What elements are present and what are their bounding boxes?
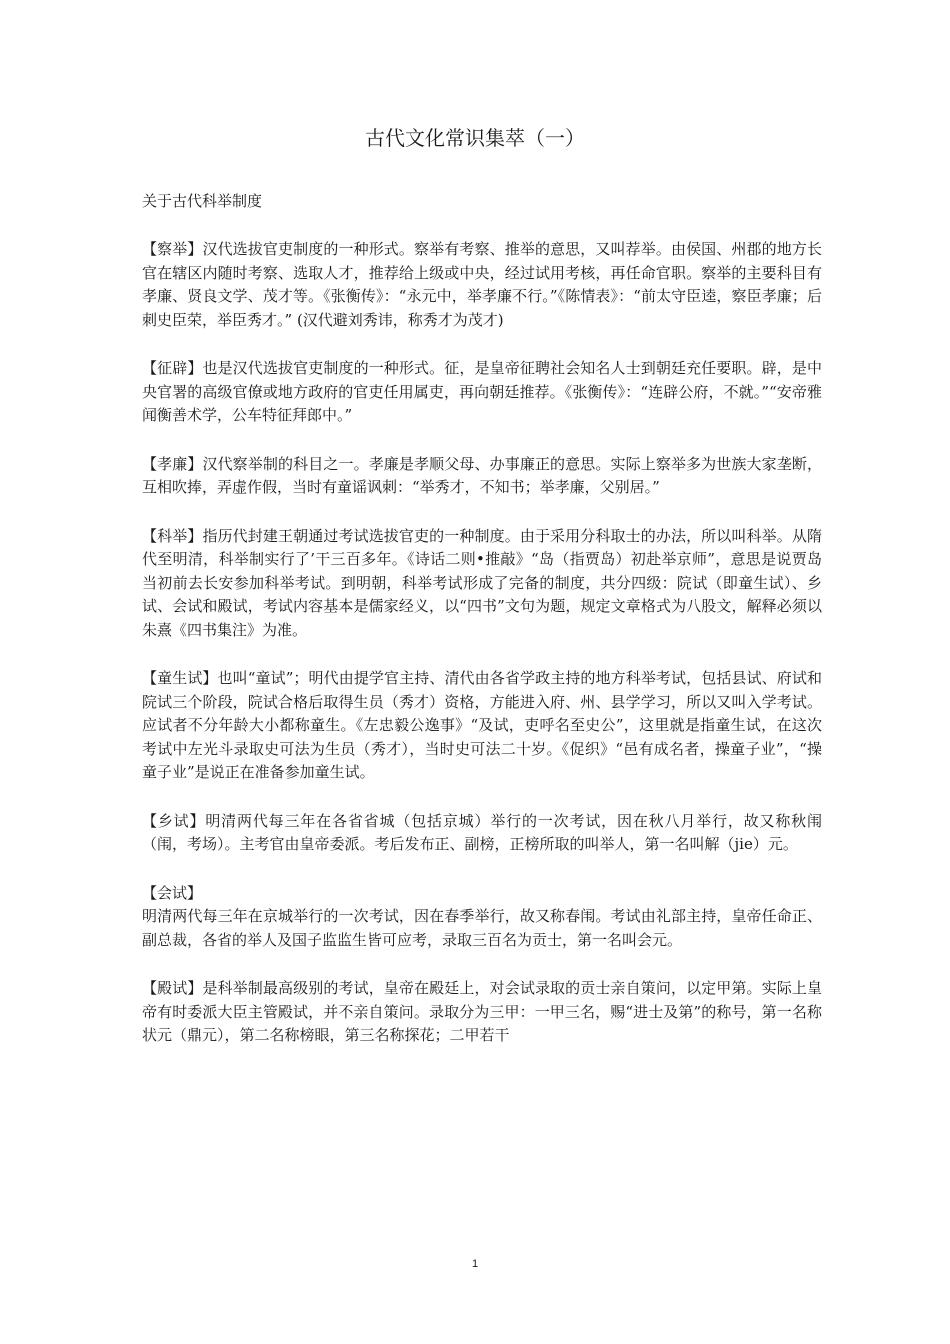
entry-paragraph [142, 905, 822, 952]
entry-huishi [142, 882, 822, 953]
entry-text: 也叫“童试”；明代由提学官主持、清代由各省学政主持的地方科举考试，包括县试、府试和院试三个阶段，院试合格后取得生员（秀才）资格，方能进入府、州、县学学习，所以又叫入学考试。应试者不分年龄大小都称童生。《左忠毅公逸事》“及试，吏呼名至史公”，这里就是指童生试，在这次考试中左光斗录取史可法为生员（秀才），当时史可法二十岁。《促织》“邑有成名者，操童子业”，“操童子业”是说正在准备参加童生试。 [142, 669, 822, 781]
entry-paragraph [142, 238, 822, 332]
entry-paragraph [142, 810, 822, 857]
entry-paragraph [142, 667, 822, 785]
entry-chaju [142, 238, 822, 332]
entry-heading [142, 882, 822, 906]
entry-paragraph [142, 977, 822, 1048]
entry-term: 【殿试】 [142, 979, 203, 997]
entry-paragraph [142, 453, 822, 500]
section-heading: 关于古代科举制度 [142, 192, 263, 210]
entry-xiangshi [142, 810, 822, 857]
entry-text: 明清两代每三年在各省省城（包括京城）举行的一次考试，因在秋八月举行，故又称秋闱（闱，考场）。主考官由皇帝委派。考后发布正、副榜，正榜所取的叫举人，第一名叫解（jie）元。 [142, 811, 822, 853]
entry-term: 【征辟】 [142, 359, 203, 377]
entry-keju [142, 525, 822, 643]
entry-text: 是科举制最高级别的考试，皇帝在殿廷上，对会试录取的贡士亲自策问，以定甲第。实际上皇帝有时委派大臣主管殿试，并不亲自策问。录取分为三甲：一甲三名，赐“进士及第”的称号，第一名称状元（鼎元），第二名称榜眼，第三名称探花；二甲若干 [142, 979, 822, 1044]
entry-term: 【孝廉】 [142, 454, 203, 473]
page-number: 1 [471, 1258, 479, 1270]
document-body [142, 238, 822, 1073]
document-title: 古代文化常识集萃（一） [365, 126, 585, 150]
entry-text: 也是汉代选拔官吏制度的一种形式。征，是皇帝征聘社会知名人士到朝廷充任要职。辟，是中央官署的高级官僚或地方政府的官吏任用属吏，再向朝廷推荐。《张衡传》：“连辟公府，不就。”“安帝雅闻衡善术学，公车特征拜郎中。” [142, 359, 822, 424]
entry-term: 【会试】 [142, 883, 203, 902]
entry-text: 指历代封建王朝通过考试选拔官吏的一种制度。由于采用分科取士的办法，所以叫科举。从隋代至明清，科举制实行了’干三百多年。《诗话二则•推敲》“岛（指贾岛）初赴举京师”，意思是说贾岛当初前去长安参加科举考试。到明朝，科举考试形成了完备的制度，共分四级：院试（即童生试）、乡试、会试和殿试，考试内容基本是儒家经义，以“四书”文句为题，规定文章格式为八股文，解释必须以朱熹《四书集注》为准。 [142, 526, 822, 639]
entry-term: 【察举】 [142, 240, 203, 258]
entry-tongshengshi [142, 667, 822, 785]
entry-term: 【科举】 [142, 526, 203, 545]
entry-zhengbi [142, 357, 822, 428]
entry-text: 汉代察举制的科目之一。孝廉是孝顺父母、办事廉正的意思。实际上察举多为世族大家垄断，互相吹捧，弄虚作假，当时有童谣讽刺：“举秀才，不知书；举孝廉，父别居。” [142, 454, 822, 496]
entry-term: 【乡试】 [142, 811, 206, 830]
entry-term: 【童生试】 [142, 669, 218, 687]
entry-paragraph [142, 525, 822, 643]
entry-text: 汉代选拔官吏制度的一种形式。察举有考察、推举的意思，又叫荐举。由侯国、州郡的地方长官在辖区内随时考察、选取人才，推荐给上级或中央，经过试用考核，再任命官职。察举的主要科目有孝廉、贤良文学、茂才等。《张衡传》：“永元中，举孝廉不行。”《陈情表》：“前太守臣逵，察臣孝廉；后刺史臣荣，举臣秀才。” (汉代避刘秀讳，称秀才为茂才) [142, 240, 822, 329]
entry-dianshi [142, 977, 822, 1048]
entry-text: 明清两代每三年在京城举行的一次考试，因在春季举行，故又称春闱。考试由礼部主持，皇帝任命正、副总裁，各省的举人及国子监监生皆可应考，录取三百名为贡士，第一名叫会元。 [142, 907, 822, 949]
entry-xiaolian [142, 453, 822, 500]
entry-paragraph [142, 357, 822, 428]
